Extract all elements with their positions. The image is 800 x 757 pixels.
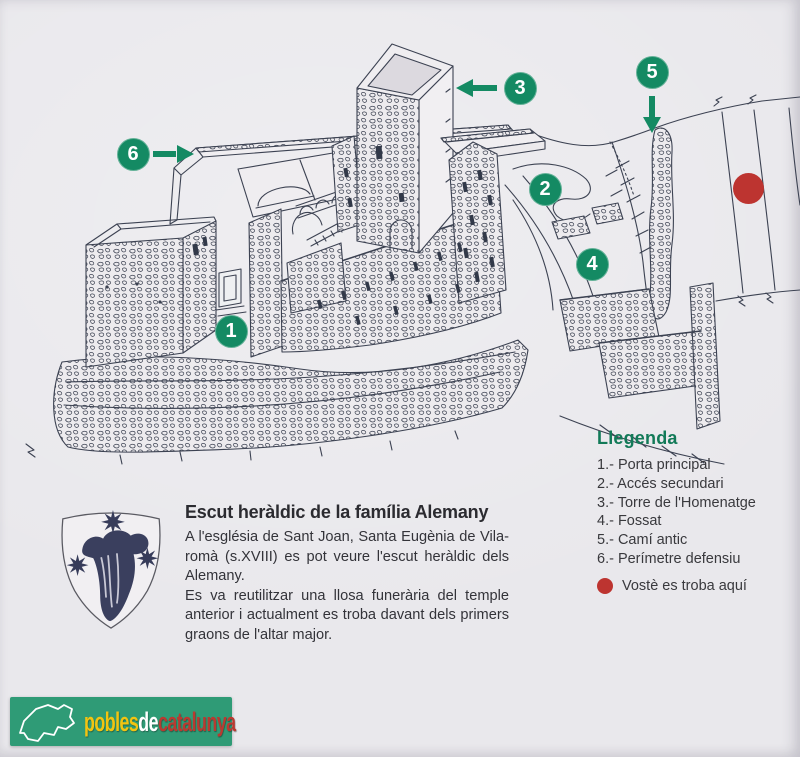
article-text: [185, 502, 509, 645]
you-are-here-row: [597, 578, 792, 594]
marker-1: 1: [215, 315, 248, 348]
legend-item: 6.- Perímetre defensiu: [597, 550, 741, 567]
legend-item: 3.- Torre de l'Homenatge: [597, 494, 756, 511]
legend: [597, 428, 792, 594]
legend-item: 2.- Accés secundari: [597, 475, 724, 492]
article-paragraph-1: A l'església de Sant Joan, Santa Eugènia de Vila-romà (s.XVIII) es pot veure l'escut heràldic dels Alemany.: [185, 529, 509, 584]
catalonia-map-icon: [14, 699, 80, 745]
marker-2: 2: [529, 173, 562, 206]
watermark-de: de: [138, 707, 159, 737]
article-title: Escut heràldic de la família Alemany: [185, 502, 489, 522]
legend-title: Llegenda: [597, 428, 678, 448]
marker-5: 5: [636, 56, 669, 89]
you-are-here-dot-icon: [597, 578, 613, 594]
watermark-catalunya: catalunya: [158, 707, 236, 737]
you-are-here-dot: [733, 173, 764, 204]
watermark-wordmark: [84, 707, 235, 738]
legend-item: 1.- Porta principal: [597, 457, 711, 473]
article-paragraph-2: Es va reutilitzar una llosa funerària del temple anterior i actualment es troba davant dels primers graons de l'altar major.: [185, 587, 509, 643]
legend-item: 4.- Fossat: [597, 513, 662, 530]
watermark-pobles: pobles: [84, 707, 139, 737]
marker-3: 3: [504, 72, 537, 105]
alemany-coat-of-arms: [52, 502, 170, 642]
you-are-here-label: Vostè es troba aquí: [622, 577, 747, 594]
marker-4: 4: [576, 248, 609, 281]
poblesdecatalunya-watermark: [10, 697, 236, 746]
legend-item: 5.- Camí antic: [597, 532, 688, 549]
legend-list: [597, 456, 792, 569]
marker-6: 6: [117, 138, 150, 171]
